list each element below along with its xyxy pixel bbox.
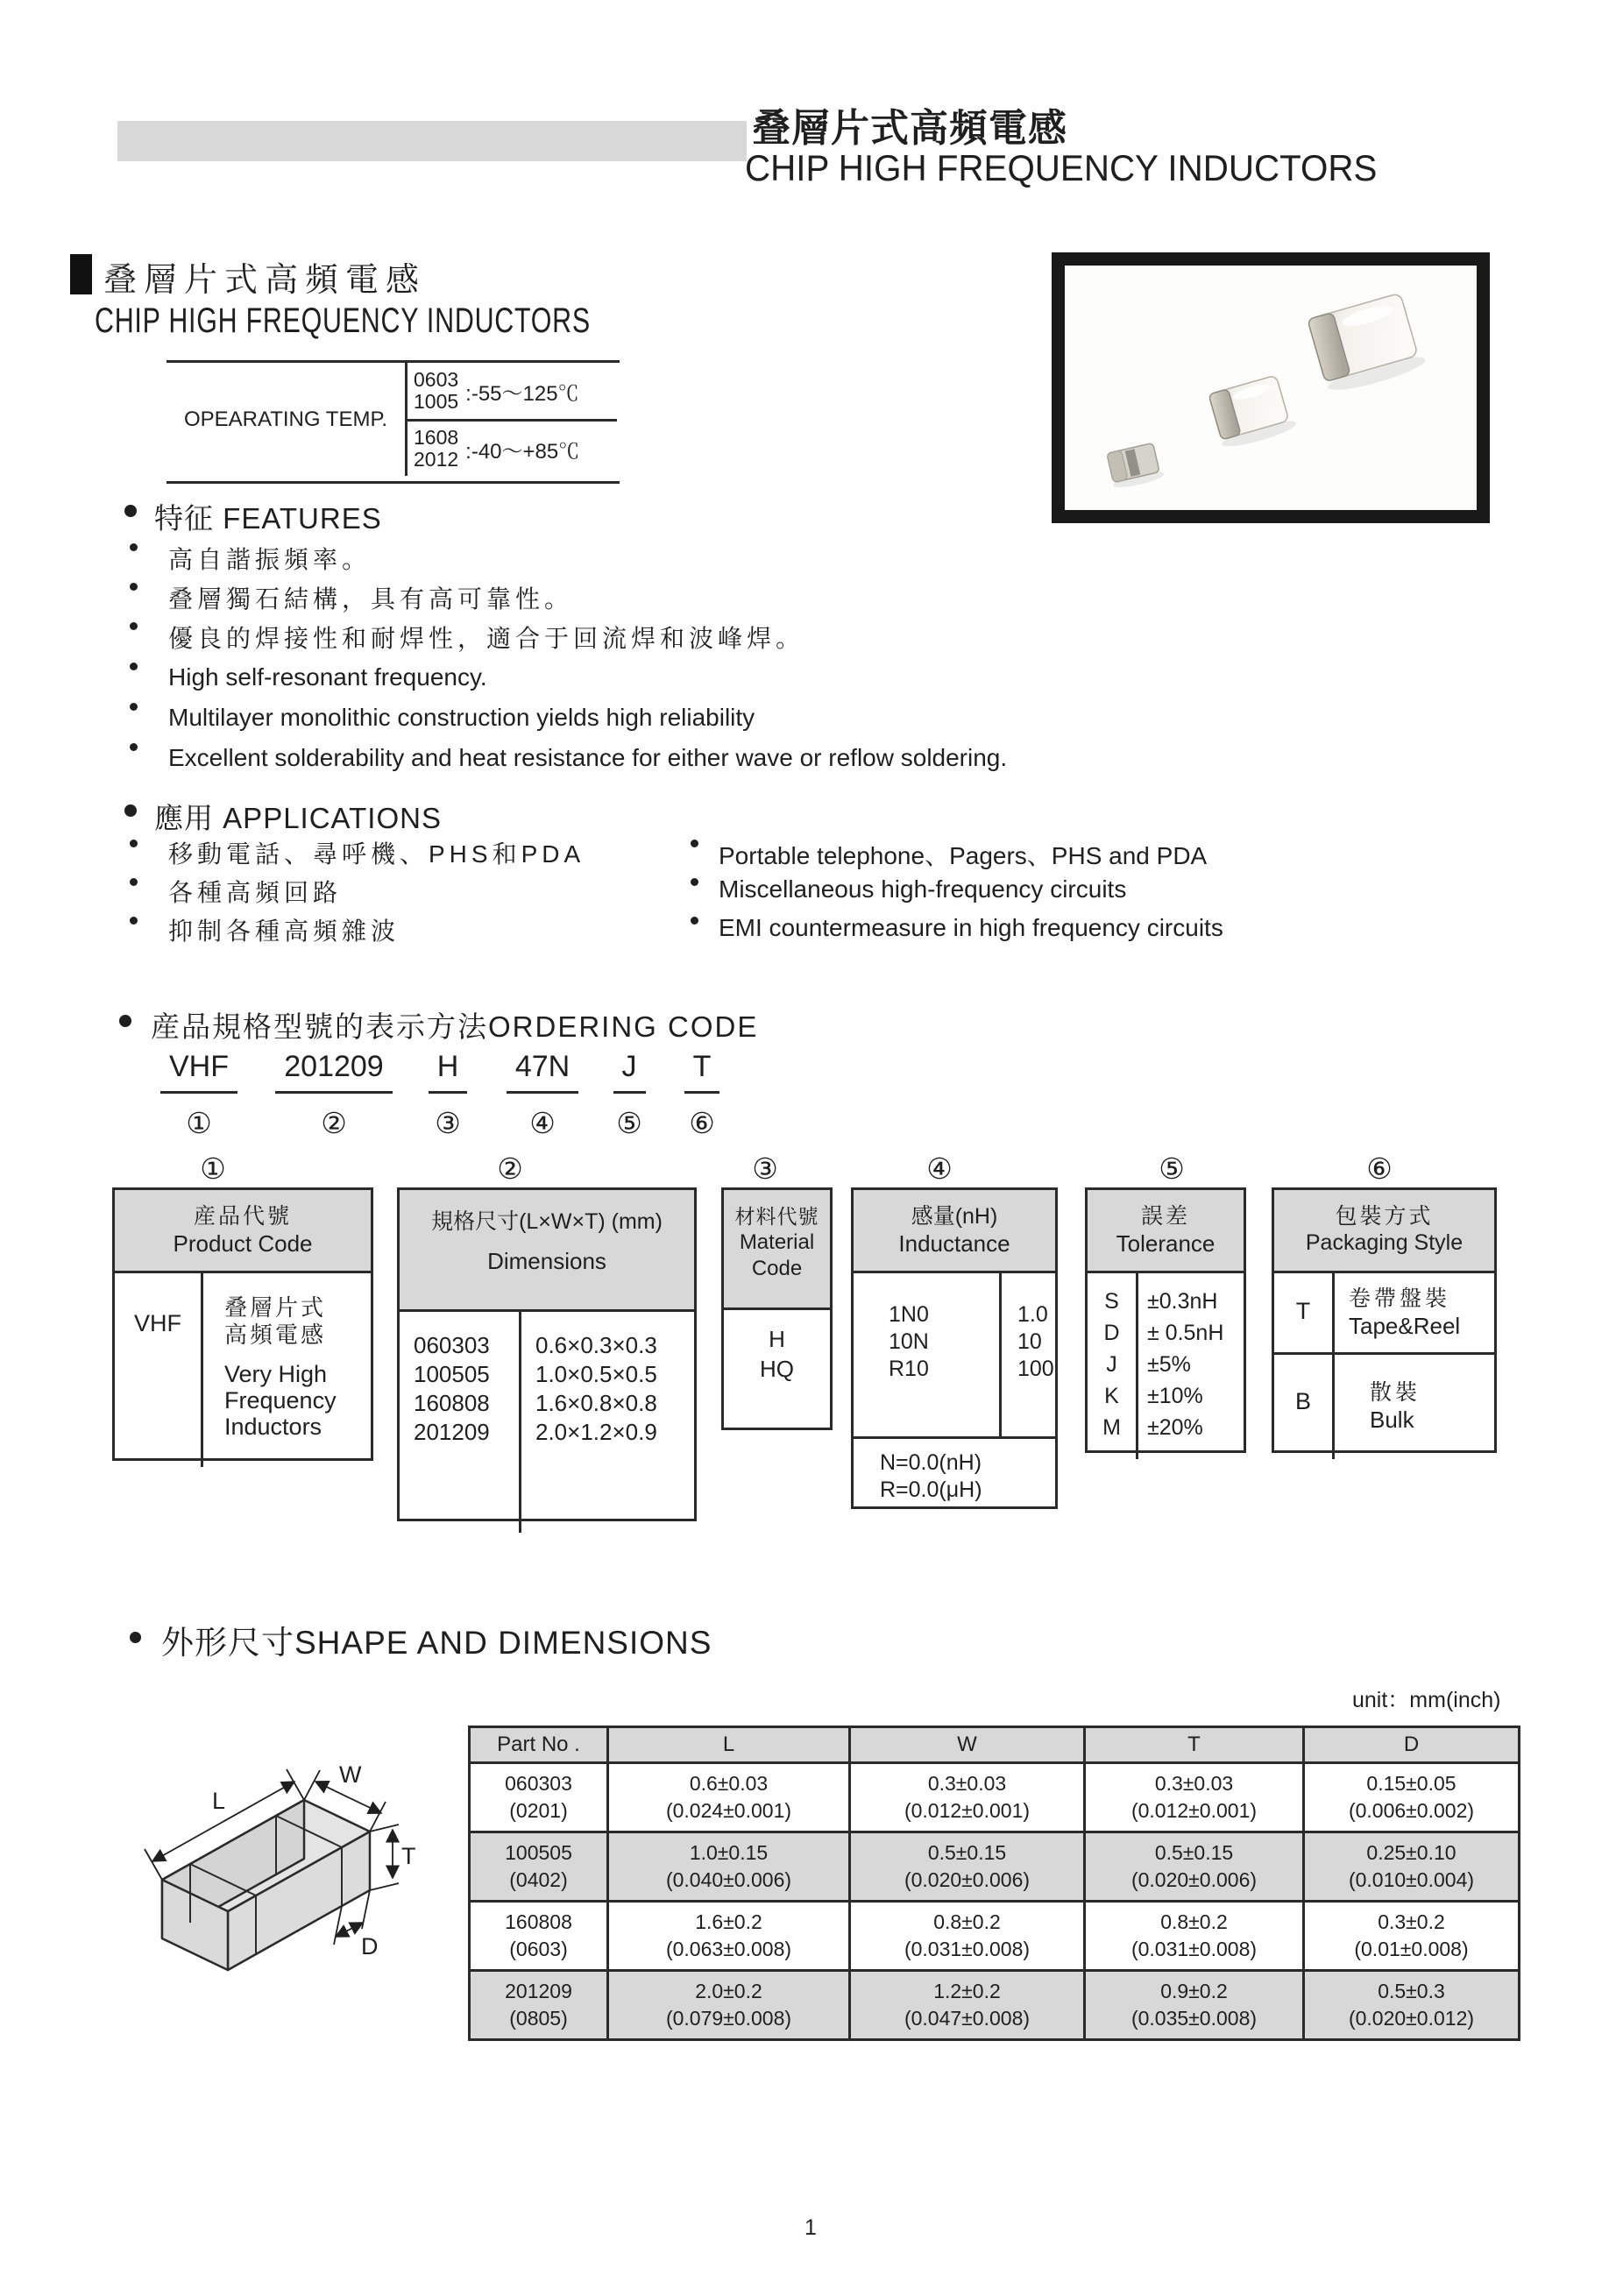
temp-row2-code2: 2012: [414, 448, 459, 471]
feature-item: Excellent solderability and heat resistance for either wave or reflow soldering.: [168, 744, 1008, 771]
packaging-en-T: Tape&Reel: [1349, 1313, 1461, 1339]
code-part-tolerance: J: [559, 1050, 699, 1094]
part-no: 201209: [505, 1980, 572, 2002]
dimensions-table-header: [470, 1727, 1520, 1763]
tolerance-code: K: [1104, 1384, 1119, 1408]
dim-box-code: 060303: [414, 1332, 490, 1358]
shape-diagram: [131, 1763, 429, 2000]
part-no: 060303: [505, 1772, 572, 1795]
application-item-zh: 抑制各種高頻雜波: [168, 918, 400, 945]
product-desc-en1: Very High: [224, 1361, 328, 1387]
code-num-6: ⑥: [689, 1107, 715, 1139]
pkg-code: (0201): [509, 1799, 568, 1822]
section-marker: [70, 254, 92, 294]
dim-mm: 0.5±0.15: [927, 1841, 1007, 1864]
dim-box-size: 1.0×0.5×0.5: [535, 1361, 657, 1387]
dim-inch: (0.031±0.008): [904, 1938, 1031, 1960]
dim-inch: (0.020±0.012): [1348, 2007, 1475, 2030]
temp-table-label: OPEARATING TEMP.: [183, 407, 388, 431]
dim-inch: (0.006±0.002): [1348, 1799, 1475, 1822]
col-T: T: [1085, 1727, 1304, 1763]
code-part-inductance: 47N: [472, 1050, 613, 1094]
dim-inch: (0.040±0.006): [665, 1868, 792, 1891]
dim-box-title-zh: 規格尺寸(L×W×T) (mm): [431, 1209, 663, 1234]
col-L: L: [608, 1727, 850, 1763]
packaging-box-title-en: Packaging Style: [1305, 1230, 1464, 1255]
feature-item: 叠層獨石結構，具有高可靠性。: [168, 585, 574, 613]
group-num-5: ⑤: [1159, 1152, 1185, 1185]
packaging-zh-B: 散裝: [1370, 1380, 1421, 1405]
header-gray-bar: [117, 121, 747, 161]
product-box-title-en: Product Code: [173, 1230, 313, 1257]
feature-item: 優良的焊接性和耐焊性，適合于回流焊和波峰焊。: [168, 625, 805, 652]
dim-box-size: 1.6×0.8×0.8: [535, 1390, 657, 1416]
applications-bullet: [124, 804, 137, 817]
dim-mm: 0.3±0.2: [1378, 1910, 1445, 1933]
chip-small: [1106, 442, 1166, 490]
dim-box-size: 0.6×0.3×0.3: [535, 1332, 657, 1358]
dim-box-code: 201209: [414, 1419, 490, 1445]
product-desc-en3: Inductors: [224, 1414, 322, 1440]
feature-item-bullet: [130, 583, 138, 591]
application-item-zh: 各種高頻回路: [168, 879, 343, 906]
features-bullet: [124, 505, 137, 517]
dim-inch: (0.035±0.008): [1130, 2007, 1258, 2030]
material-box-code1: H: [769, 1326, 785, 1352]
tolerance-box-title-en: Tolerance: [1116, 1230, 1215, 1257]
dim-mm: 0.8±0.2: [1160, 1910, 1228, 1933]
application-item-bullet: [130, 840, 138, 847]
inductance-code: 1N0: [889, 1302, 929, 1327]
unit-note: unit：mm(inch): [1352, 1688, 1501, 1712]
feature-item-bullet: [130, 703, 138, 711]
dim-box-title-en: Dimensions: [487, 1248, 606, 1274]
dim-inch: (0.012±0.001): [1130, 1799, 1258, 1822]
code-num-5: ⑤: [616, 1107, 642, 1139]
code-num-4: ④: [529, 1107, 556, 1139]
ordering-box-material: [721, 1187, 833, 1430]
part-no: 160808: [505, 1910, 572, 1933]
table-row: [470, 1971, 1520, 2040]
dim-mm: 0.8±0.2: [933, 1910, 1001, 1933]
inductance-note2: R=0.0(μH): [880, 1478, 982, 1502]
product-box-code: VHF: [115, 1273, 203, 1467]
material-box-title-zh: 材料代號: [734, 1205, 819, 1228]
temp-row1-range: :-55～125℃: [465, 381, 579, 406]
tolerance-code: M: [1102, 1415, 1121, 1440]
dim-mm: 1.0±0.15: [689, 1841, 769, 1864]
product-photo-image: [1065, 266, 1477, 510]
tolerance-code: S: [1104, 1289, 1119, 1314]
code-num-2: ②: [321, 1107, 347, 1139]
group-num-2: ②: [497, 1152, 523, 1185]
temp-row1-code2: 1005: [414, 390, 459, 413]
dim-mm: 2.0±0.2: [695, 1980, 762, 2002]
table-row: [470, 1832, 1520, 1902]
application-item-bullet: [691, 878, 698, 886]
feature-item-bullet: [130, 743, 138, 751]
packaging-en-B: Bulk: [1370, 1407, 1414, 1433]
material-box-title-en2: Code: [751, 1257, 803, 1280]
feature-item-bullet: [130, 543, 138, 551]
code-part-product: VHF: [129, 1050, 269, 1094]
diagram-label-W: W: [339, 1763, 362, 1788]
packaging-zh-T: 卷帶盤裝: [1349, 1286, 1451, 1311]
ordering-box-product: [112, 1187, 373, 1461]
ordering-box-packaging: [1272, 1187, 1497, 1453]
dim-inch: (0.020±0.006): [1130, 1868, 1258, 1891]
temp-row-2: [414, 421, 620, 477]
col-D: D: [1304, 1727, 1520, 1763]
dim-inch: (0.031±0.008): [1130, 1938, 1258, 1960]
dim-inch: (0.079±0.008): [665, 2007, 792, 2030]
tolerance-value: ±20%: [1147, 1415, 1203, 1440]
code-num-1: ①: [186, 1107, 212, 1139]
tolerance-value: ±0.3nH: [1147, 1289, 1218, 1314]
dim-inch: (0.01±0.008): [1354, 1938, 1469, 1960]
pkg-code: (0805): [509, 2007, 568, 2030]
ordering-bullet: [119, 1015, 131, 1027]
tolerance-value: ± 0.5nH: [1147, 1321, 1224, 1345]
application-item-zh: 移動電話、尋呼機、PHS和PDA: [168, 840, 585, 868]
col-W: W: [850, 1727, 1085, 1763]
page-title-zh: 叠層片式高頻電感: [752, 107, 1067, 150]
ordering-box-tolerance: [1085, 1187, 1246, 1453]
dim-box-size: 2.0×1.2×0.9: [535, 1419, 657, 1445]
ordering-box-inductance: [851, 1187, 1058, 1509]
applications-heading: 應用 APPLICATIONS: [154, 802, 442, 834]
diagram-label-T: T: [401, 1843, 416, 1869]
application-item-bullet: [691, 917, 698, 925]
material-box-code2: HQ: [760, 1356, 794, 1382]
dim-box-code: 100505: [414, 1361, 490, 1387]
pkg-code: (0402): [509, 1868, 568, 1891]
tolerance-value: ±10%: [1147, 1384, 1203, 1408]
product-desc-zh2: 高頻電感: [224, 1322, 327, 1348]
packaging-code-T: T: [1274, 1273, 1335, 1352]
table-row: [470, 1902, 1520, 1971]
dim-mm: 1.6±0.2: [695, 1910, 762, 1933]
dim-mm: 0.25±0.10: [1366, 1841, 1456, 1864]
application-item-bullet: [130, 917, 138, 925]
pkg-code: (0603): [509, 1938, 568, 1960]
dim-inch: (0.010±0.004): [1348, 1868, 1475, 1891]
inductance-note1: N=0.0(nH): [880, 1450, 982, 1475]
packaging-code-B: B: [1274, 1355, 1335, 1459]
inductance-box-title-en: Inductance: [898, 1230, 1010, 1257]
dim-inch: (0.024±0.001): [665, 1799, 792, 1822]
dim-mm: 1.2±0.2: [933, 1980, 1001, 2002]
diagram-label-D: D: [361, 1933, 379, 1959]
product-desc-zh1: 叠層片式: [224, 1294, 327, 1321]
dim-mm: 0.9±0.2: [1160, 1980, 1228, 2002]
tolerance-box-title-zh: 誤差: [1140, 1204, 1190, 1229]
code-part-material: H: [378, 1050, 518, 1094]
chip-medium: [1208, 373, 1298, 451]
feature-item: Multilayer monolithic construction yields high reliability: [168, 704, 755, 731]
dimensions-table: [468, 1726, 1520, 2041]
feature-item-bullet: [130, 622, 138, 630]
features-heading: 特征 FEATURES: [154, 502, 382, 535]
page-number: 1: [804, 2215, 817, 2240]
ordering-box-dimensions: [397, 1187, 697, 1521]
application-item-en: EMI countermeasure in high frequency circuits: [719, 914, 1223, 941]
code-part-size: 201209: [264, 1050, 404, 1094]
feature-item-bullet: [130, 663, 138, 670]
application-item-en: Portable telephone、Pagers、PHS and PDA: [719, 842, 1208, 869]
dim-mm: 0.6±0.03: [689, 1772, 769, 1795]
ordering-heading: 産品規格型號的表示方法ORDERING CODE: [151, 1010, 759, 1043]
application-item-bullet: [691, 840, 698, 847]
intro-heading-en: CHIP HIGH FREQUENCY INDUCTORS: [95, 301, 591, 340]
inductance-code: 10N: [889, 1329, 929, 1354]
intro-heading-zh: 叠層片式高頻電感: [103, 262, 427, 299]
temp-row2-code1: 1608: [414, 426, 459, 449]
inductance-code: R10: [889, 1357, 929, 1381]
part-no: 100505: [505, 1841, 572, 1864]
dim-box-code: 160808: [414, 1390, 490, 1416]
inductance-box-title-zh: 感量(nH): [911, 1204, 998, 1229]
application-item-en: Miscellaneous high-frequency circuits: [719, 875, 1127, 903]
code-part-packaging: T: [632, 1050, 772, 1094]
application-item-bullet: [130, 878, 138, 886]
group-num-1: ①: [200, 1152, 226, 1185]
operating-temp-table: [167, 360, 620, 484]
code-num-3: ③: [435, 1107, 461, 1139]
temp-row1-code1: 0603: [414, 368, 459, 391]
col-part: Part No .: [470, 1727, 608, 1763]
table-row: [470, 1763, 1520, 1832]
tolerance-code: J: [1106, 1352, 1117, 1377]
product-desc-en2: Frequency: [224, 1387, 337, 1414]
diagram-label-L: L: [212, 1788, 226, 1814]
dim-mm: 0.5±0.3: [1378, 1980, 1445, 2002]
group-num-4: ④: [926, 1152, 953, 1185]
product-photo: [1052, 252, 1490, 523]
dim-inch: (0.063±0.008): [665, 1938, 792, 1960]
page-title-en: CHIP HIGH FREQUENCY INDUCTORS: [745, 147, 1378, 188]
inductance-value: 1.0: [1017, 1302, 1048, 1327]
temp-row-1: [414, 363, 620, 419]
packaging-box-title-zh: 包裝方式: [1335, 1204, 1434, 1229]
dim-mm: 0.3±0.03: [1154, 1772, 1234, 1795]
dim-inch: (0.012±0.001): [904, 1799, 1031, 1822]
dim-inch: (0.020±0.006): [904, 1868, 1031, 1891]
shape-bullet: [130, 1632, 141, 1643]
feature-item: High self-resonant frequency.: [168, 663, 487, 691]
dim-inch: (0.047±0.008): [904, 2007, 1031, 2030]
group-num-3: ③: [752, 1152, 778, 1185]
material-box-title-en1: Material: [739, 1230, 815, 1254]
inductance-value: 100: [1017, 1357, 1054, 1381]
dim-mm: 0.3±0.03: [927, 1772, 1007, 1795]
group-num-6: ⑥: [1366, 1152, 1393, 1185]
inductance-value: 10: [1017, 1329, 1042, 1354]
product-box-title-zh: 産品代號: [193, 1204, 292, 1229]
temp-row2-range: :-40～+85℃: [465, 439, 580, 464]
chip-large: [1308, 291, 1428, 396]
tolerance-code: D: [1103, 1321, 1120, 1345]
dim-mm: 0.5±0.15: [1154, 1841, 1234, 1864]
feature-item: 高自諧振頻率。: [168, 546, 372, 573]
shape-heading: 外形尺寸SHAPE AND DIMENSIONS: [161, 1625, 712, 1661]
tolerance-value: ±5%: [1147, 1352, 1191, 1377]
dim-mm: 0.15±0.05: [1366, 1772, 1456, 1795]
